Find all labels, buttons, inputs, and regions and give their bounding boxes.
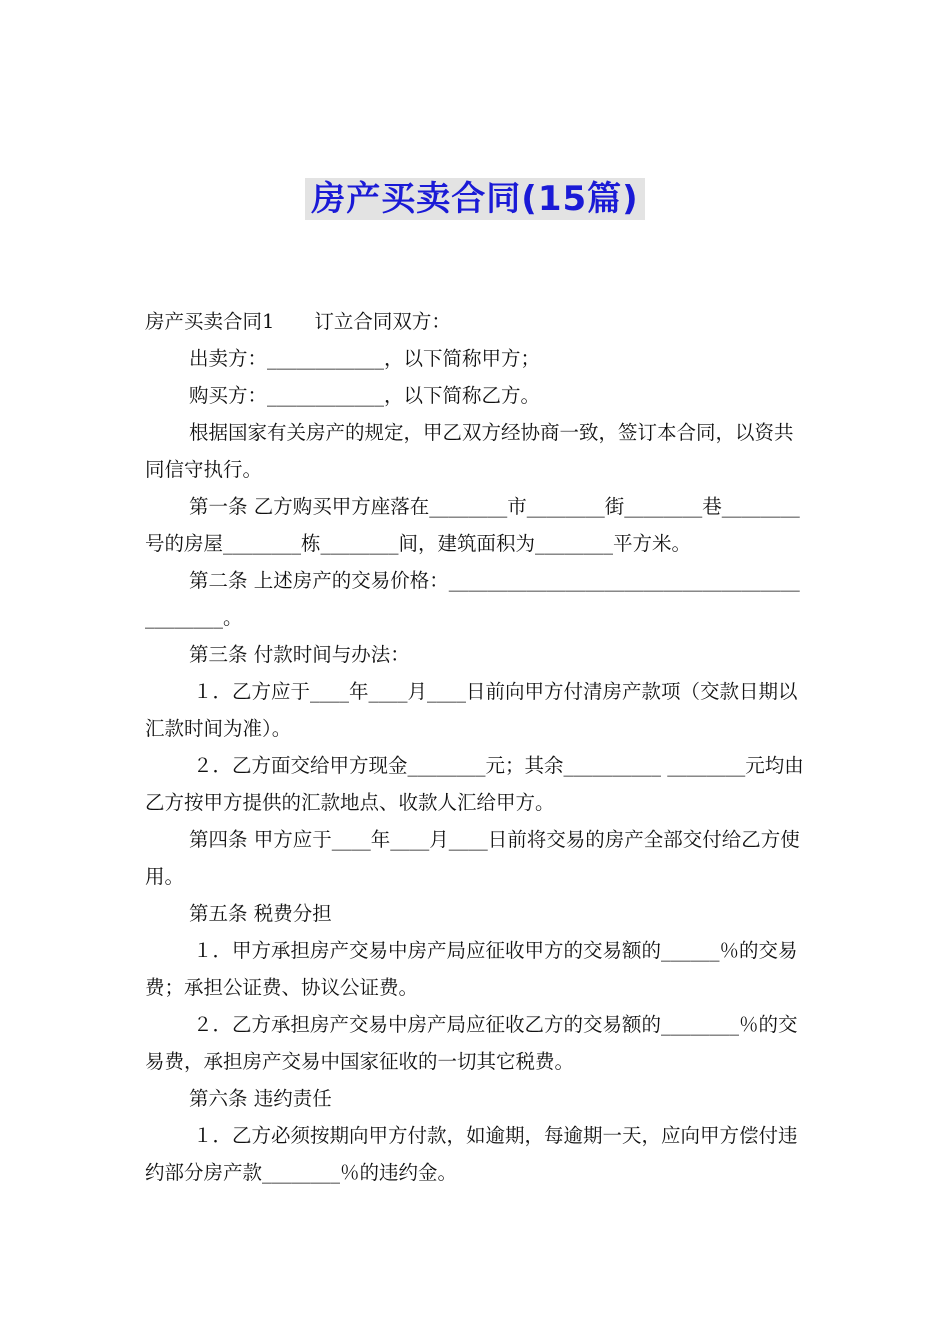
article-4: 第四条 甲方应于____年____月____日前将交易的房产全部交付给乙方使用。 (145, 828, 800, 888)
preamble-paragraph: 根据国家有关房产的规定，甲乙双方经协商一致，签订本合同，以资共同信守执行。 (145, 421, 794, 481)
article-5: 第五条 税费分担 (189, 902, 332, 925)
article-3: 第三条 付款时间与办法： (189, 643, 410, 666)
contract-heading: 房产买卖合同1 (145, 310, 275, 333)
document-body (145, 303, 807, 1191)
buyer-line: 购买方：____________，以下简称乙方。 (189, 384, 541, 407)
article-3-item-1: １．乙方应于____年____月____日前向甲方付清房产款项（交款日期以汇款时间为准）。 (145, 680, 798, 740)
article-2: 第二条 上述房产的交易价格：____________________________________________。 (145, 569, 800, 629)
parties-intro: 订立合同双方： (314, 310, 451, 333)
seller-line: 出卖方：____________，以下简称甲方； (189, 347, 541, 370)
article-6-item-1: １．乙方必须按期向甲方付款，如逾期，每逾期一天，应向甲方偿付违约部分房产款________％的违约金。 (145, 1124, 798, 1184)
title-area (0, 178, 950, 220)
article-5-item-2: ２．乙方承担房产交易中房产局应征收乙方的交易额的________％的交易费，承担房产交易中国家征收的一切其它税费。 (145, 1013, 798, 1073)
contract-heading-line (145, 303, 807, 340)
document-title: 房产买卖合同(15篇) (305, 178, 644, 220)
article-6: 第六条 违约责任 (189, 1087, 332, 1110)
article-5-item-1: １．甲方承担房产交易中房产局应征收甲方的交易额的______％的交易费；承担公证费、协议公证费。 (145, 939, 798, 999)
article-3-item-2: ２．乙方面交给甲方现金________元；其余__________ ________元均由乙方按甲方提供的汇款地点、收款人汇给甲方。 (145, 754, 804, 814)
article-1: 第一条 乙方购买甲方座落在________市________街________巷________号的房屋________栋________间，建筑面积为________平方米。 (145, 495, 800, 555)
